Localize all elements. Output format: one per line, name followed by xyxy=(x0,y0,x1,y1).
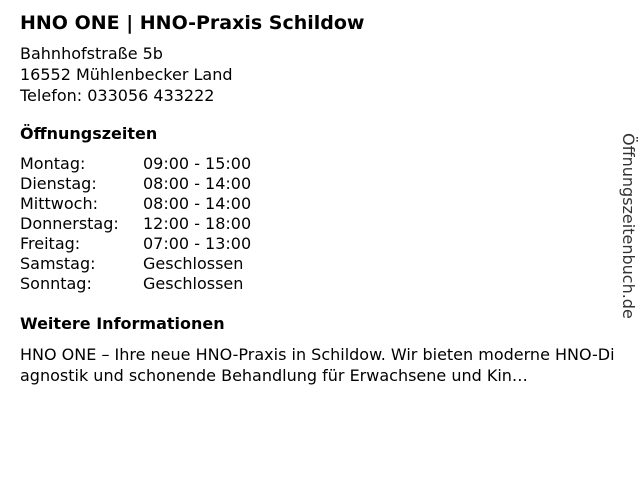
hours-time: 07:00 - 13:00 xyxy=(143,234,252,253)
hours-time: 08:00 - 14:00 xyxy=(143,174,252,193)
address-phone: Telefon: 033056 433222 xyxy=(20,86,215,105)
hours-day: Freitag: xyxy=(20,234,81,253)
page-title: HNO ONE | HNO-Praxis Schildow xyxy=(20,12,365,34)
hours-day: Sonntag: xyxy=(20,274,92,293)
hours-time: Geschlossen xyxy=(143,254,244,273)
hours-day: Montag: xyxy=(20,154,86,173)
further-info-heading: Weitere Informationen xyxy=(20,314,225,333)
hours-day: Donnerstag: xyxy=(20,214,119,233)
hours-day: Samstag: xyxy=(20,254,96,273)
hours-time: 08:00 - 14:00 xyxy=(143,194,252,213)
opening-hours-table xyxy=(20,154,320,294)
watermark: Öffnungszeitenbuch.de xyxy=(619,133,638,319)
hours-time: 09:00 - 15:00 xyxy=(143,154,252,173)
address-block xyxy=(20,43,233,106)
hours-row-wednesday xyxy=(20,194,320,214)
hours-day: Mittwoch: xyxy=(20,194,98,213)
address-street: Bahnhofstraße 5b xyxy=(20,44,163,63)
hours-row-thursday xyxy=(20,214,320,234)
hours-row-sunday xyxy=(20,274,320,294)
opening-hours-heading: Öffnungszeiten xyxy=(20,124,158,143)
hours-row-tuesday xyxy=(20,174,320,194)
hours-time: 12:00 - 18:00 xyxy=(143,214,252,233)
hours-row-monday xyxy=(20,154,320,174)
address-city: 16552 Mühlenbecker Land xyxy=(20,65,233,84)
further-info-text: HNO ONE – Ihre neue HNO-Praxis in Schildow. Wir bieten moderne HNO-Diagnostik und schonende Behandlung für Erwachsene und Kin… xyxy=(20,345,615,385)
hours-row-friday xyxy=(20,234,320,254)
hours-day: Dienstag: xyxy=(20,174,97,193)
hours-time: Geschlossen xyxy=(143,274,244,293)
hours-row-saturday xyxy=(20,254,320,274)
